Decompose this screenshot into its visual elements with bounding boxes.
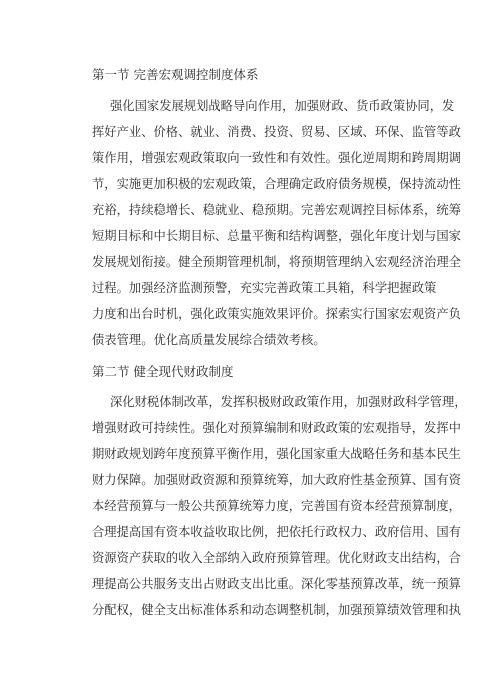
section-2-line-1: 深化财税体制改革，发挥积极财政政策作用，加强财政科学管理， bbox=[110, 395, 467, 409]
section-1-line-3: 策作用，增强宏观政策取向一致性和有效性。强化逆周期和跨周期调 bbox=[92, 151, 461, 165]
section-1-line-5: 充裕，持续稳增长、稳就业、稳预期。完善宏观调控目标体系，统筹 bbox=[92, 203, 461, 217]
section-2-line-5: 本经营预算与一般公共预算统筹力度，完善国有资本经营预算制度， bbox=[92, 499, 461, 513]
section-1-line-6: 短期目标和中长期目标、总量平衡和结构调整，强化年度计划与国家 bbox=[92, 229, 461, 243]
section-1-line-8: 过程。加强经济监测预警，充实完善政策工具箱，科学把握政策 bbox=[92, 281, 437, 295]
section-2-line-9: 分配权，健全支出标准体系和动态调整机制，加强预算绩效管理和执 bbox=[92, 603, 461, 617]
section-1-line-4: 节，实施更加积极的宏观政策，合理确定政府债务规模，保持流动性 bbox=[92, 177, 461, 191]
section-2-line-3: 期财政规划跨年度预算平衡作用，强化国家重大战略任务和基本民生 bbox=[92, 447, 461, 461]
section-1-line-7: 发展规划衔接。健全预期管理机制，将预期管理纳入宏观经济治理全 bbox=[92, 255, 461, 269]
section-2-line-6: 合理提高国有资本收益收取比例，把依托行政权力、政府信用、国有 bbox=[92, 525, 461, 539]
section-2-heading: 第二节 健全现代财政制度 bbox=[92, 364, 234, 379]
section-1-line-10: 债表管理。优化高质量发展综合绩效考核。 bbox=[92, 333, 326, 347]
section-2-line-8: 理提高公共服务支出占财政支出比重。深化零基预算改革，统一预算 bbox=[92, 577, 461, 591]
section-1-heading: 第一节 完善宏观调控制度体系 bbox=[92, 67, 259, 82]
section-1-line-9: 力度和出台时机，强化政策实施效果评价。探索实行国家宏观资产负 bbox=[92, 307, 461, 321]
section-1-line-1: 强化国家发展规划战略导向作用，加强财政、货币政策协同，发 bbox=[110, 99, 455, 113]
section-2-line-4: 财力保障。加强财政资源和预算统筹，加大政府性基金预算、国有资 bbox=[92, 473, 461, 487]
section-1-line-2: 挥好产业、价格、就业、消费、投资、贸易、区域、环保、监管等政 bbox=[92, 125, 461, 139]
section-2-line-2: 增强财政可持续性。强化对预算编制和财政政策的宏观指导，发挥中 bbox=[92, 421, 461, 435]
section-2-line-7: 资源资产获取的收入全部纳入政府预算管理。优化财政支出结构，合 bbox=[92, 551, 461, 565]
